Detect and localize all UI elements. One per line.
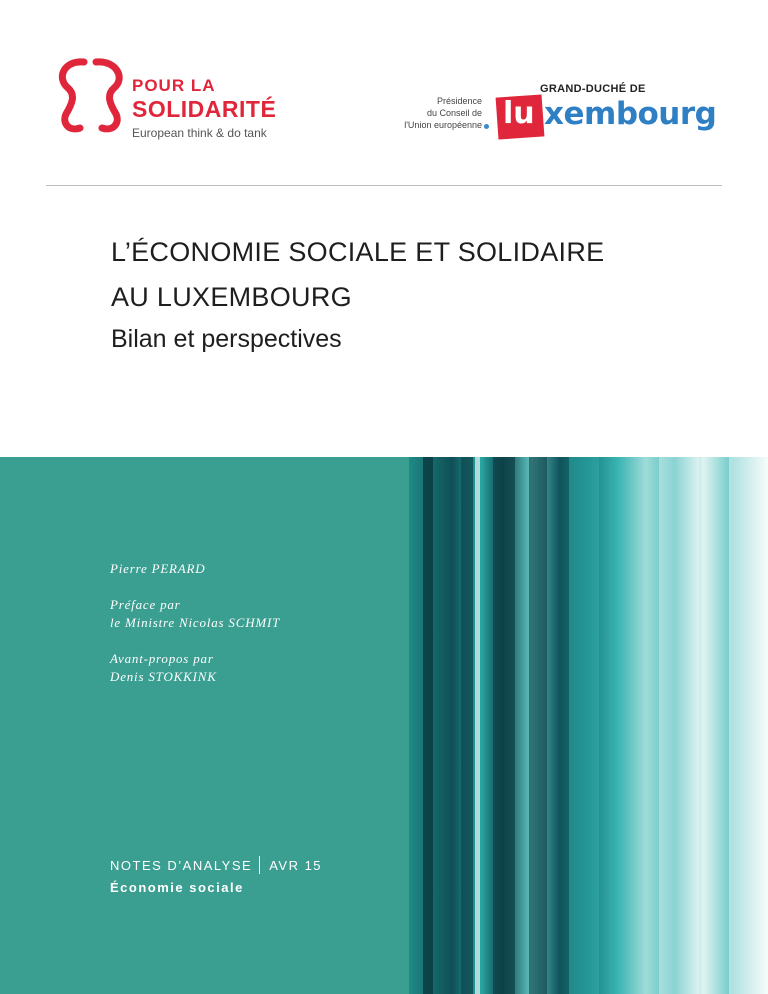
- pls-logo-tagline: European think & do tank: [132, 126, 267, 140]
- foreword-line: Avant-propos par: [110, 651, 214, 666]
- foreword-line: Denis STOKKINK: [110, 669, 217, 684]
- pls-logo-line2: SOLIDARITÉ: [132, 96, 277, 122]
- credits-block: [110, 560, 280, 704]
- preface-line: le Ministre Nicolas SCHMIT: [110, 615, 281, 630]
- presidency-text: [380, 95, 482, 131]
- series-topic: Économie sociale: [110, 880, 244, 895]
- presidency-dot-icon: [484, 124, 489, 129]
- header-divider: [46, 185, 722, 186]
- document-subtitle: Bilan et perspectives: [111, 325, 342, 353]
- series-name: NOTES D’ANALYSE: [110, 858, 253, 873]
- pls-logo-line1: POUR LA: [132, 76, 216, 95]
- preface-line: Préface par: [110, 597, 181, 612]
- painted-texture-image: [409, 457, 768, 994]
- lux-logo-lu: lu: [503, 96, 535, 131]
- title-line: L’ÉCONOMIE SOCIALE ET SOLIDAIRE: [111, 237, 605, 267]
- foreword-group: [110, 650, 280, 686]
- title-line: AU LUXEMBOURG: [111, 282, 352, 312]
- document-title: [111, 230, 604, 320]
- author-name: Pierre PERARD: [110, 561, 206, 576]
- series-date: AVR 15: [269, 858, 323, 873]
- series-line: [110, 856, 322, 874]
- lux-logo-rest: xembourg: [544, 96, 717, 132]
- series-separator: [259, 856, 260, 874]
- presidency-line: l'Union européenne: [404, 120, 482, 130]
- pls-logo-mark-icon: [54, 58, 134, 138]
- presidency-line: Présidence: [436, 96, 482, 106]
- pour-la-solidarite-logo: [54, 58, 294, 138]
- author-group: [110, 560, 280, 578]
- presidency-line: du Conseil de: [426, 108, 482, 118]
- preface-group: [110, 596, 280, 632]
- grand-duche-label: GRAND-DUCHÉ DE: [540, 83, 646, 95]
